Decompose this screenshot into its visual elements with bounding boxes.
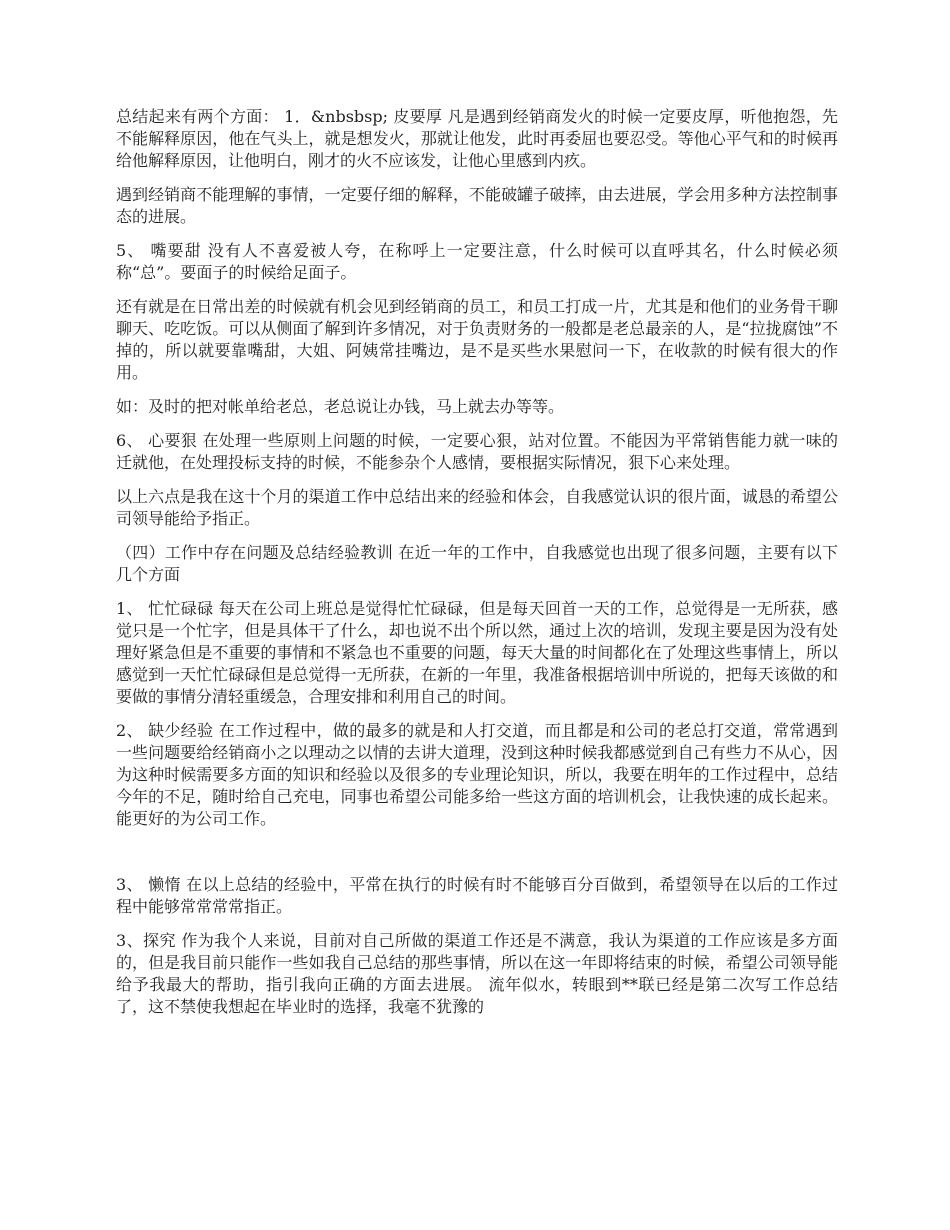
paragraph-six-points: 以上六点是我在这十个月的渠道工作中总结出来的经验和体会，自我感觉认识的很片面，诚恳的希望公司领导能给予指正。 bbox=[116, 487, 838, 528]
paragraph-summary-thick-skin: 总结起来有两个方面： 1．&nbsbsp; 皮要厚 凡是遇到经销商发火的时候一定要皮厚，听他抱怨，先不能解释原因，他在气头上，就是想发火，那就让他发，此时再委屈也要忍受。等他心平气和的时候再给他解释原因，让他明白，刚才的火不应该发，让他心里感到内疚。 bbox=[116, 107, 838, 170]
paragraph-busy: 1、 忙忙碌碌 每天在公司上班总是觉得忙忙碌碌，但是每天回首一天的工作，总觉得是一无所获，感觉只是一个忙字，但是具体干了什么，却也说不出个所以然，通过上次的培训，发现主要是因为没有处理好紧急但是不重要的事情和不紧急也不重要的问题，每天大量的时间都化在了处理这些事情上，所以感觉到一天忙忙碌碌但是总觉得一无所获，在新的一年里，我准备根据培训中所说的，把每天该做的和要做的事情分清轻重缓急，合理安排和利用自己的时间。 bbox=[116, 599, 838, 706]
paragraph-lack-experience: 2、 缺少经验 在工作过程中，做的最多的就是和人打交道，而且都是和公司的老总打交道，常常遇到一些问题要给经销商小之以理动之以情的去讲大道理，没到这种时候我都感觉到自己有些力不从心，因为这种时候需要多方面的知识和经验以及很多的专业理论知识，所以，我要在明年的工作过程中，总结今年的不足，随时给自己充电，同事也希望公司能多给一些这方面的培训机会，让我快速的成长起来。能更好的为公司工作。 bbox=[116, 721, 838, 828]
paragraph-explain-patiently: 遇到经销商不能理解的事情，一定要仔细的解释，不能破罐子破摔，由去进展，学会用多种方法控制事态的进展。 bbox=[116, 185, 838, 226]
paragraph-section-problems: （四）工作中存在问题及总结经验教训 在近一年的工作中，自我感觉也出现了很多问题，主要有以下几个方面 bbox=[116, 543, 838, 584]
paragraph-explore: 3、探究 作为我个人来说，目前对自己所做的渠道工作还是不满意，我认为渠道的工作应该是多方面的，但是我目前只能作一些如我自己总结的那些事情，所以在这一年即将结束的时候，希望公司领导能给予我最大的帮助，指引我向正确的方面去进展。 流年似水，转眼到**联已经是第二次写工作总结了，这不禁使我想起在毕业时的选择，我毫不犹豫的 bbox=[116, 931, 838, 1016]
paragraph-firm-heart: 6、 心要狠 在处理一些原则上问题的时候，一定要心狠，站对位置。不能因为平常销售能力就一味的迁就他，在处理投标支持的时候，不能参杂个人感情，要根据实际情况，狠下心来处理。 bbox=[116, 431, 838, 472]
paragraph-staff-relations: 还有就是在日常出差的时候就有机会见到经销商的员工，和员工打成一片，尤其是和他们的业务骨干聊聊天、吃吃饭。可以从侧面了解到许多情况，对于负责财务的一般都是老总最亲的人，是“拉拢腐蚀”不掉的，所以就要靠嘴甜，大姐、阿姨常挂嘴边，是不是买些水果慰问一下，在收款的时候有很大的作用。 bbox=[116, 297, 838, 382]
paragraph-example: 如：及时的把对帐单给老总，老总说让办钱，马上就去办等等。 bbox=[116, 397, 565, 416]
paragraph-lazy: 3、 懒惰 在以上总结的经验中，平常在执行的时候有时不能够百分百做到，希望领导在以后的工作过程中能够常常常常指正。 bbox=[116, 875, 838, 916]
paragraph-sweet-talk: 5、 嘴要甜 没有人不喜爱被人夸，在称呼上一定要注意，什么时候可以直呼其名，什么时候必须称“总”。要面子的时候给足面子。 bbox=[116, 241, 838, 282]
blank-gap bbox=[116, 842, 838, 874]
document-page bbox=[116, 106, 838, 1030]
